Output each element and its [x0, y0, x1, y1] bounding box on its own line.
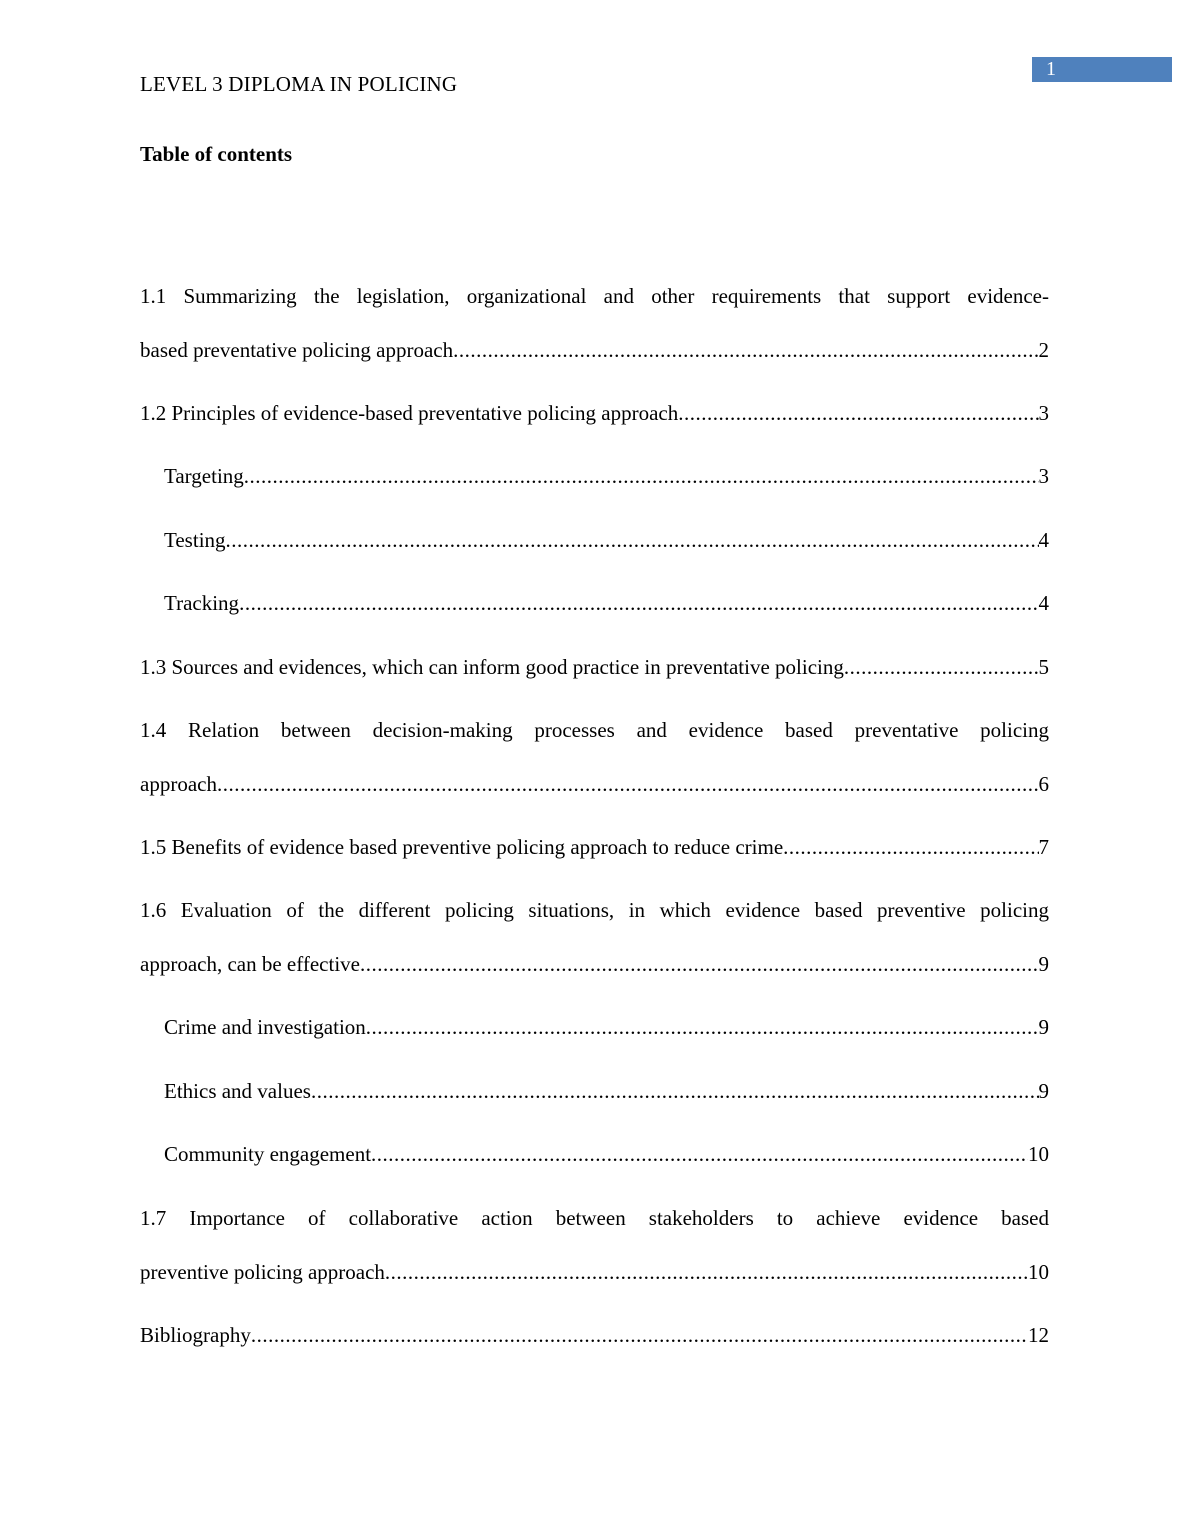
toc-page-number: 6 [1038, 771, 1049, 796]
toc-entry-text-line: 1.1 Summarizing the legislation, organizational and other requirements that support evidence- [140, 284, 1049, 308]
toc-entry-targeting[interactable] [140, 450, 1049, 513]
toc-leader-dots [366, 1013, 1039, 1041]
toc-leader-dots [678, 399, 1038, 427]
toc-entry-community-engagement[interactable] [140, 1128, 1049, 1191]
toc-entry-testing[interactable] [140, 514, 1049, 577]
toc-entry-crime-and-investigation[interactable] [140, 1001, 1049, 1064]
toc-page-number: 9 [1038, 1078, 1049, 1103]
toc-page-number: 4 [1038, 527, 1049, 552]
toc-page-number: 4 [1038, 591, 1049, 616]
toc-entry-text: Tracking [164, 591, 240, 616]
toc-page-number: 12 [1028, 1322, 1049, 1347]
toc-title: Table of contents [140, 142, 293, 166]
toc-entry-text: preventive policing approach [140, 1259, 385, 1284]
toc-page-number: 10 [1028, 1259, 1049, 1284]
toc-page-number: 2 [1038, 338, 1049, 362]
toc-entry-tracking[interactable] [140, 577, 1049, 640]
toc-leader-dots [251, 1321, 1028, 1349]
toc-leader-dots [226, 526, 1039, 554]
table-of-contents [140, 270, 1049, 1372]
toc-entry-text: Testing [164, 527, 226, 552]
toc-leader-dots [783, 833, 1038, 861]
toc-entry-1-6[interactable] [140, 884, 1049, 1001]
toc-page-number: 7 [1038, 834, 1049, 859]
toc-entry-text: based preventative policing approach [140, 338, 454, 362]
toc-leader-dots [217, 770, 1039, 798]
page-number-badge [1032, 57, 1172, 82]
toc-entry-bibliography[interactable] [140, 1309, 1049, 1372]
page-number: 1 [1046, 58, 1056, 80]
toc-entry-text: Community engagement [164, 1142, 372, 1167]
toc-page-number: 3 [1038, 401, 1049, 425]
toc-entry-text-line: 1.4 Relation between decision-making processes and evidence based preventative policing [140, 717, 1049, 742]
toc-entry-text: 1.2 Principles of evidence-based preventative policing approach [140, 401, 679, 425]
toc-entry-1-3[interactable] [140, 641, 1049, 704]
toc-entry-text: approach, can be effective [140, 952, 360, 977]
toc-entry-1-5[interactable] [140, 821, 1049, 884]
toc-page-number: 3 [1038, 464, 1049, 489]
toc-leader-dots [239, 589, 1038, 617]
toc-leader-dots [244, 462, 1039, 490]
toc-page-number: 5 [1038, 654, 1049, 679]
toc-leader-dots [844, 653, 1039, 681]
toc-leader-dots [371, 1140, 1028, 1168]
toc-entry-text: 1.5 Benefits of evidence based preventive policing approach to reduce crime [140, 834, 784, 859]
toc-entry-text: 1.3 Sources and evidences, which can inform good practice in preventative policing [140, 654, 844, 679]
toc-entry-text: approach [140, 771, 217, 796]
toc-page-number: 10 [1028, 1142, 1049, 1167]
toc-entry-text-line: 1.6 Evaluation of the different policing situations, in which evidence based preventive policing [140, 898, 1049, 923]
toc-page-number: 9 [1038, 952, 1049, 977]
toc-entry-1-1[interactable] [140, 270, 1049, 387]
toc-entry-1-2[interactable] [140, 387, 1049, 450]
toc-leader-dots [360, 950, 1039, 978]
running-header-title: LEVEL 3 DIPLOMA IN POLICING [140, 72, 458, 96]
toc-entry-1-7[interactable] [140, 1192, 1049, 1309]
toc-entry-text: Targeting [164, 464, 244, 489]
toc-entry-text-line: 1.7 Importance of collaborative action between stakeholders to achieve evidence based [140, 1205, 1049, 1230]
toc-entry-text: Bibliography [140, 1322, 251, 1347]
toc-entry-text: Crime and investigation [164, 1015, 366, 1040]
toc-entry-ethics-and-values[interactable] [140, 1065, 1049, 1128]
toc-leader-dots [453, 336, 1038, 364]
toc-entry-1-4[interactable] [140, 704, 1049, 821]
toc-entry-text: Ethics and values [164, 1078, 311, 1103]
toc-leader-dots [311, 1077, 1039, 1105]
toc-leader-dots [385, 1258, 1028, 1286]
toc-page-number: 9 [1038, 1015, 1049, 1040]
